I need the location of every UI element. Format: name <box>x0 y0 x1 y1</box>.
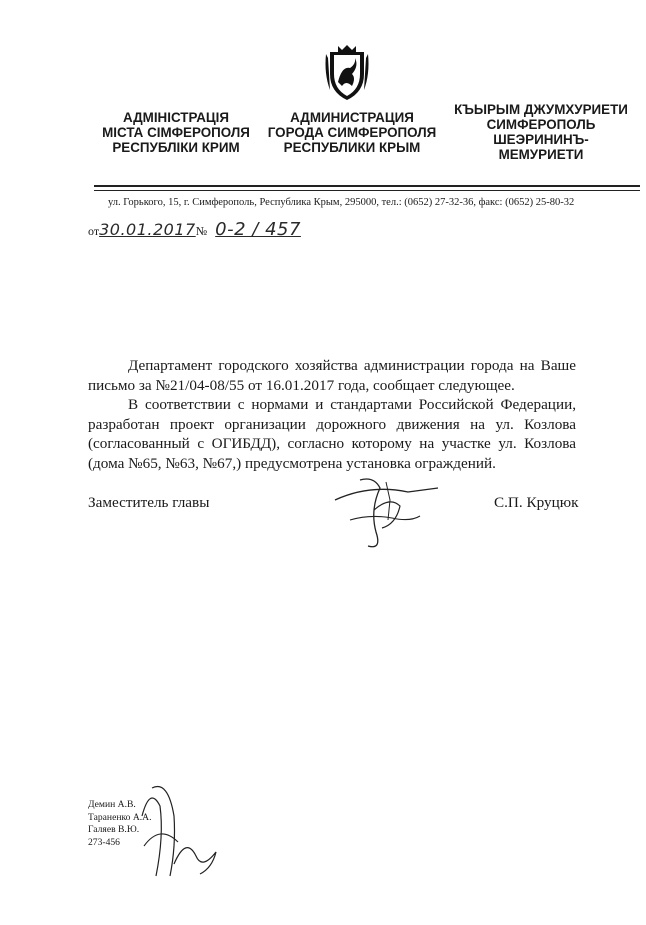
header-center-line: ГОРОДА СИМФЕРОПОЛЯ <box>267 125 437 140</box>
header-left-line: РЕСПУБЛІКИ КРИМ <box>112 140 240 155</box>
executor-name: Галяев В.Ю. <box>88 824 140 835</box>
executor-name: Тараненко А.А. <box>88 811 152 823</box>
registration-prefix-no: № <box>195 224 208 238</box>
header-right-line: КЪЫРЫМ ДЖУМХУРИЕТИ <box>454 102 628 117</box>
header-divider-thin <box>94 190 640 191</box>
header-right <box>452 102 630 162</box>
executor-phone: 273-456 <box>88 836 120 848</box>
address-line: ул. Горького, 15, г. Симферополь, Республика Крым, 295000, тел.: (0652) 27-32-36, факс: (0652) 25-80-32 <box>108 197 575 208</box>
letter-body <box>88 356 576 473</box>
registration-date: 30.01.2017 <box>99 220 196 239</box>
registration-line <box>88 219 301 240</box>
registration-number: 0-2 / 457 <box>215 219 301 240</box>
header-right-line: СИМФЕРОПОЛЬ <box>486 117 596 132</box>
signatory-name: С.П. Круцюк <box>494 494 579 511</box>
header-left-line: МІСТА СІМФЕРОПОЛЯ <box>102 125 250 140</box>
signature-scribble <box>330 470 445 555</box>
header-center <box>262 110 442 155</box>
registration-prefix-ot: от <box>88 224 100 238</box>
header-center-line: РЕСПУБЛИКИ КРЫМ <box>283 140 421 155</box>
signatory-position: Заместитель главы <box>88 494 210 511</box>
executor-name: Демин А.В. <box>88 799 136 810</box>
body-paragraph: В соответствии с нормами и стандартами Российской Федерации, разработан проект организации дорожного движения на ул. Козлова (согласованный с ОГИБДД), согласно которому на участке ул. Козлова (дома №65, №63, №67,) предусмотрена установка ограждений. <box>88 396 576 472</box>
body-paragraph: Департамент городского хозяйства администрации города на Ваше письмо за №21/04-08/55 от 16.01.2017 года, сообщает следующее. <box>88 357 576 394</box>
header-left <box>96 110 256 155</box>
header-left-line: АДМІНІСТРАЦІЯ <box>122 110 230 125</box>
header-divider <box>94 185 640 187</box>
initials-scribble <box>130 776 230 886</box>
header-center-line: АДМИНИСТРАЦИЯ <box>290 110 414 125</box>
header-right-line: ШЕЭРИНИНЪ- <box>493 132 589 147</box>
header-right-line: МЕМУРИЕТИ <box>498 147 584 162</box>
crimea-coat-of-arms-icon <box>322 44 372 104</box>
